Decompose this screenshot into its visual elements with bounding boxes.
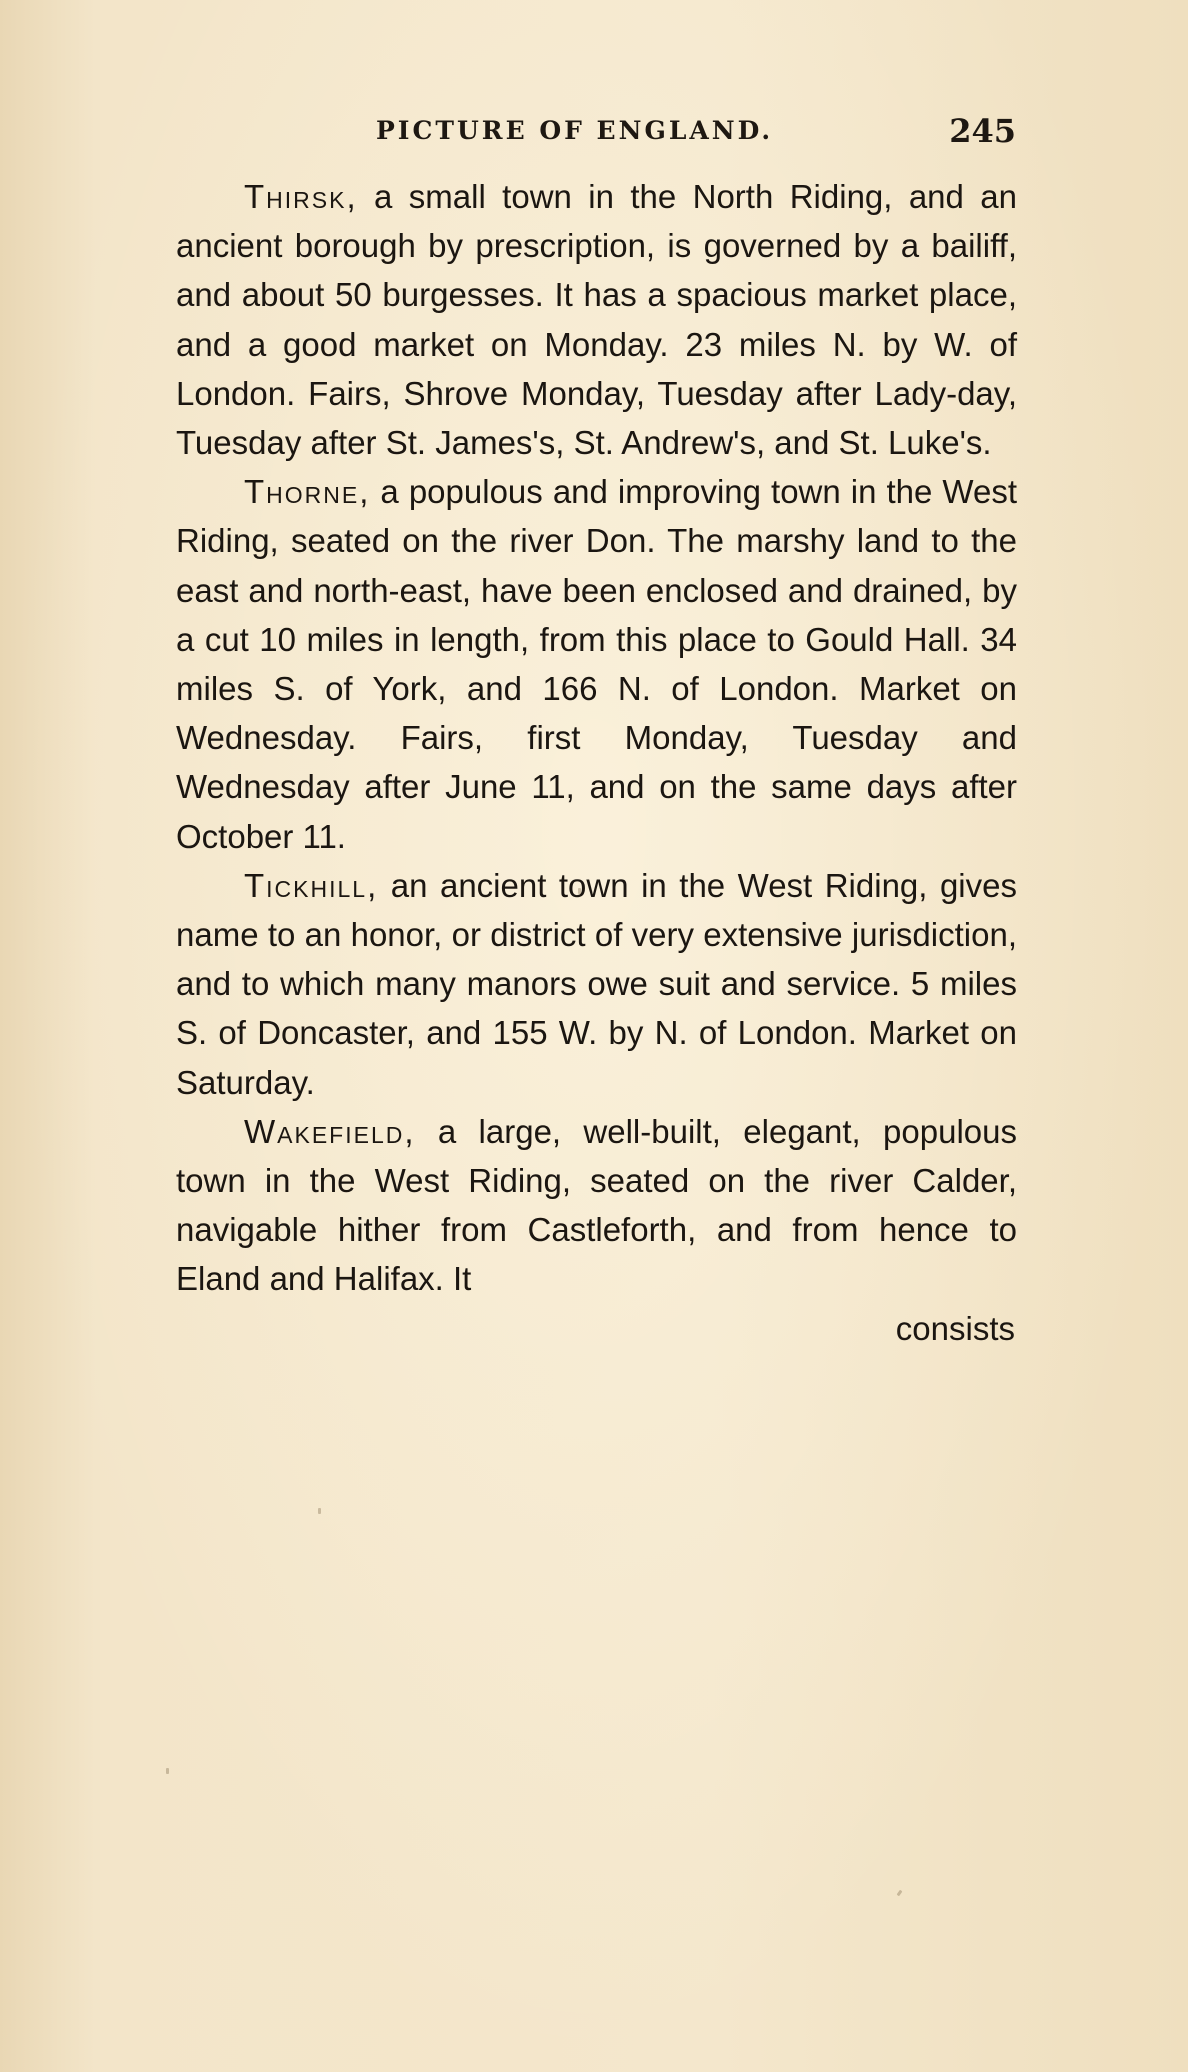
entry-text: a populous and improving town in the West Riding, seated on the river Don. The marshy land to the east and north-east, have been enclosed and drained, by a cut 10 miles in length, from this place to Gould Hall. 34 miles S. of York, and 166 N. of London. Market on Wednesday. Fairs, first Monday, Tuesday and Wednesday after June 11, and on the same days after October 11. [176,473,1017,855]
entry-headword: Thorne, [244,473,371,511]
paper-speck [578,888,581,894]
entry-text: a large, well-built, elegant, populous town in the West Riding, seated on the river Calder, navigable hither from Castleforth, and from hence to Eland and Halifax. It [176,1112,1017,1298]
running-title: PICTURE OF ENGLAND. [376,116,774,145]
paper-speck [318,1508,321,1514]
entry-thorne [176,467,1017,861]
entry-headword: Tickhill, [244,866,379,904]
entry-wakefield [176,1107,1017,1304]
paper-speck [897,1890,903,1897]
entry-thirsk [176,172,1017,467]
body-text [176,172,1017,1353]
entry-headword: Wakefield, [244,1112,416,1150]
entry-headword: Thirsk, [244,178,358,215]
entry-text: a small town in the North Riding, and an ancient borough by prescription, is governed by a bailiff, and about 50 burgesses. It has a spacious market place, and a good market on Monday. 23 miles N. by W. of London. Fairs, Shrove Monday, Tuesday after Lady-day, Tuesday after St. James's, St. Andrew's, and St. Luke's. [176,178,1017,462]
running-head [376,112,1016,152]
paper-speck [166,1768,169,1774]
page-number: 245 [949,112,1016,150]
entry-text: an ancient town in the West Riding, gives name to an honor, or district of very extensive jurisdiction, and to which many manors owe suit and service. 5 miles S. of Doncaster, and 155 W. by N. of London. Market on Saturday. [176,866,1017,1101]
entry-tickhill [176,861,1017,1107]
catchword: consists [895,1309,1015,1347]
